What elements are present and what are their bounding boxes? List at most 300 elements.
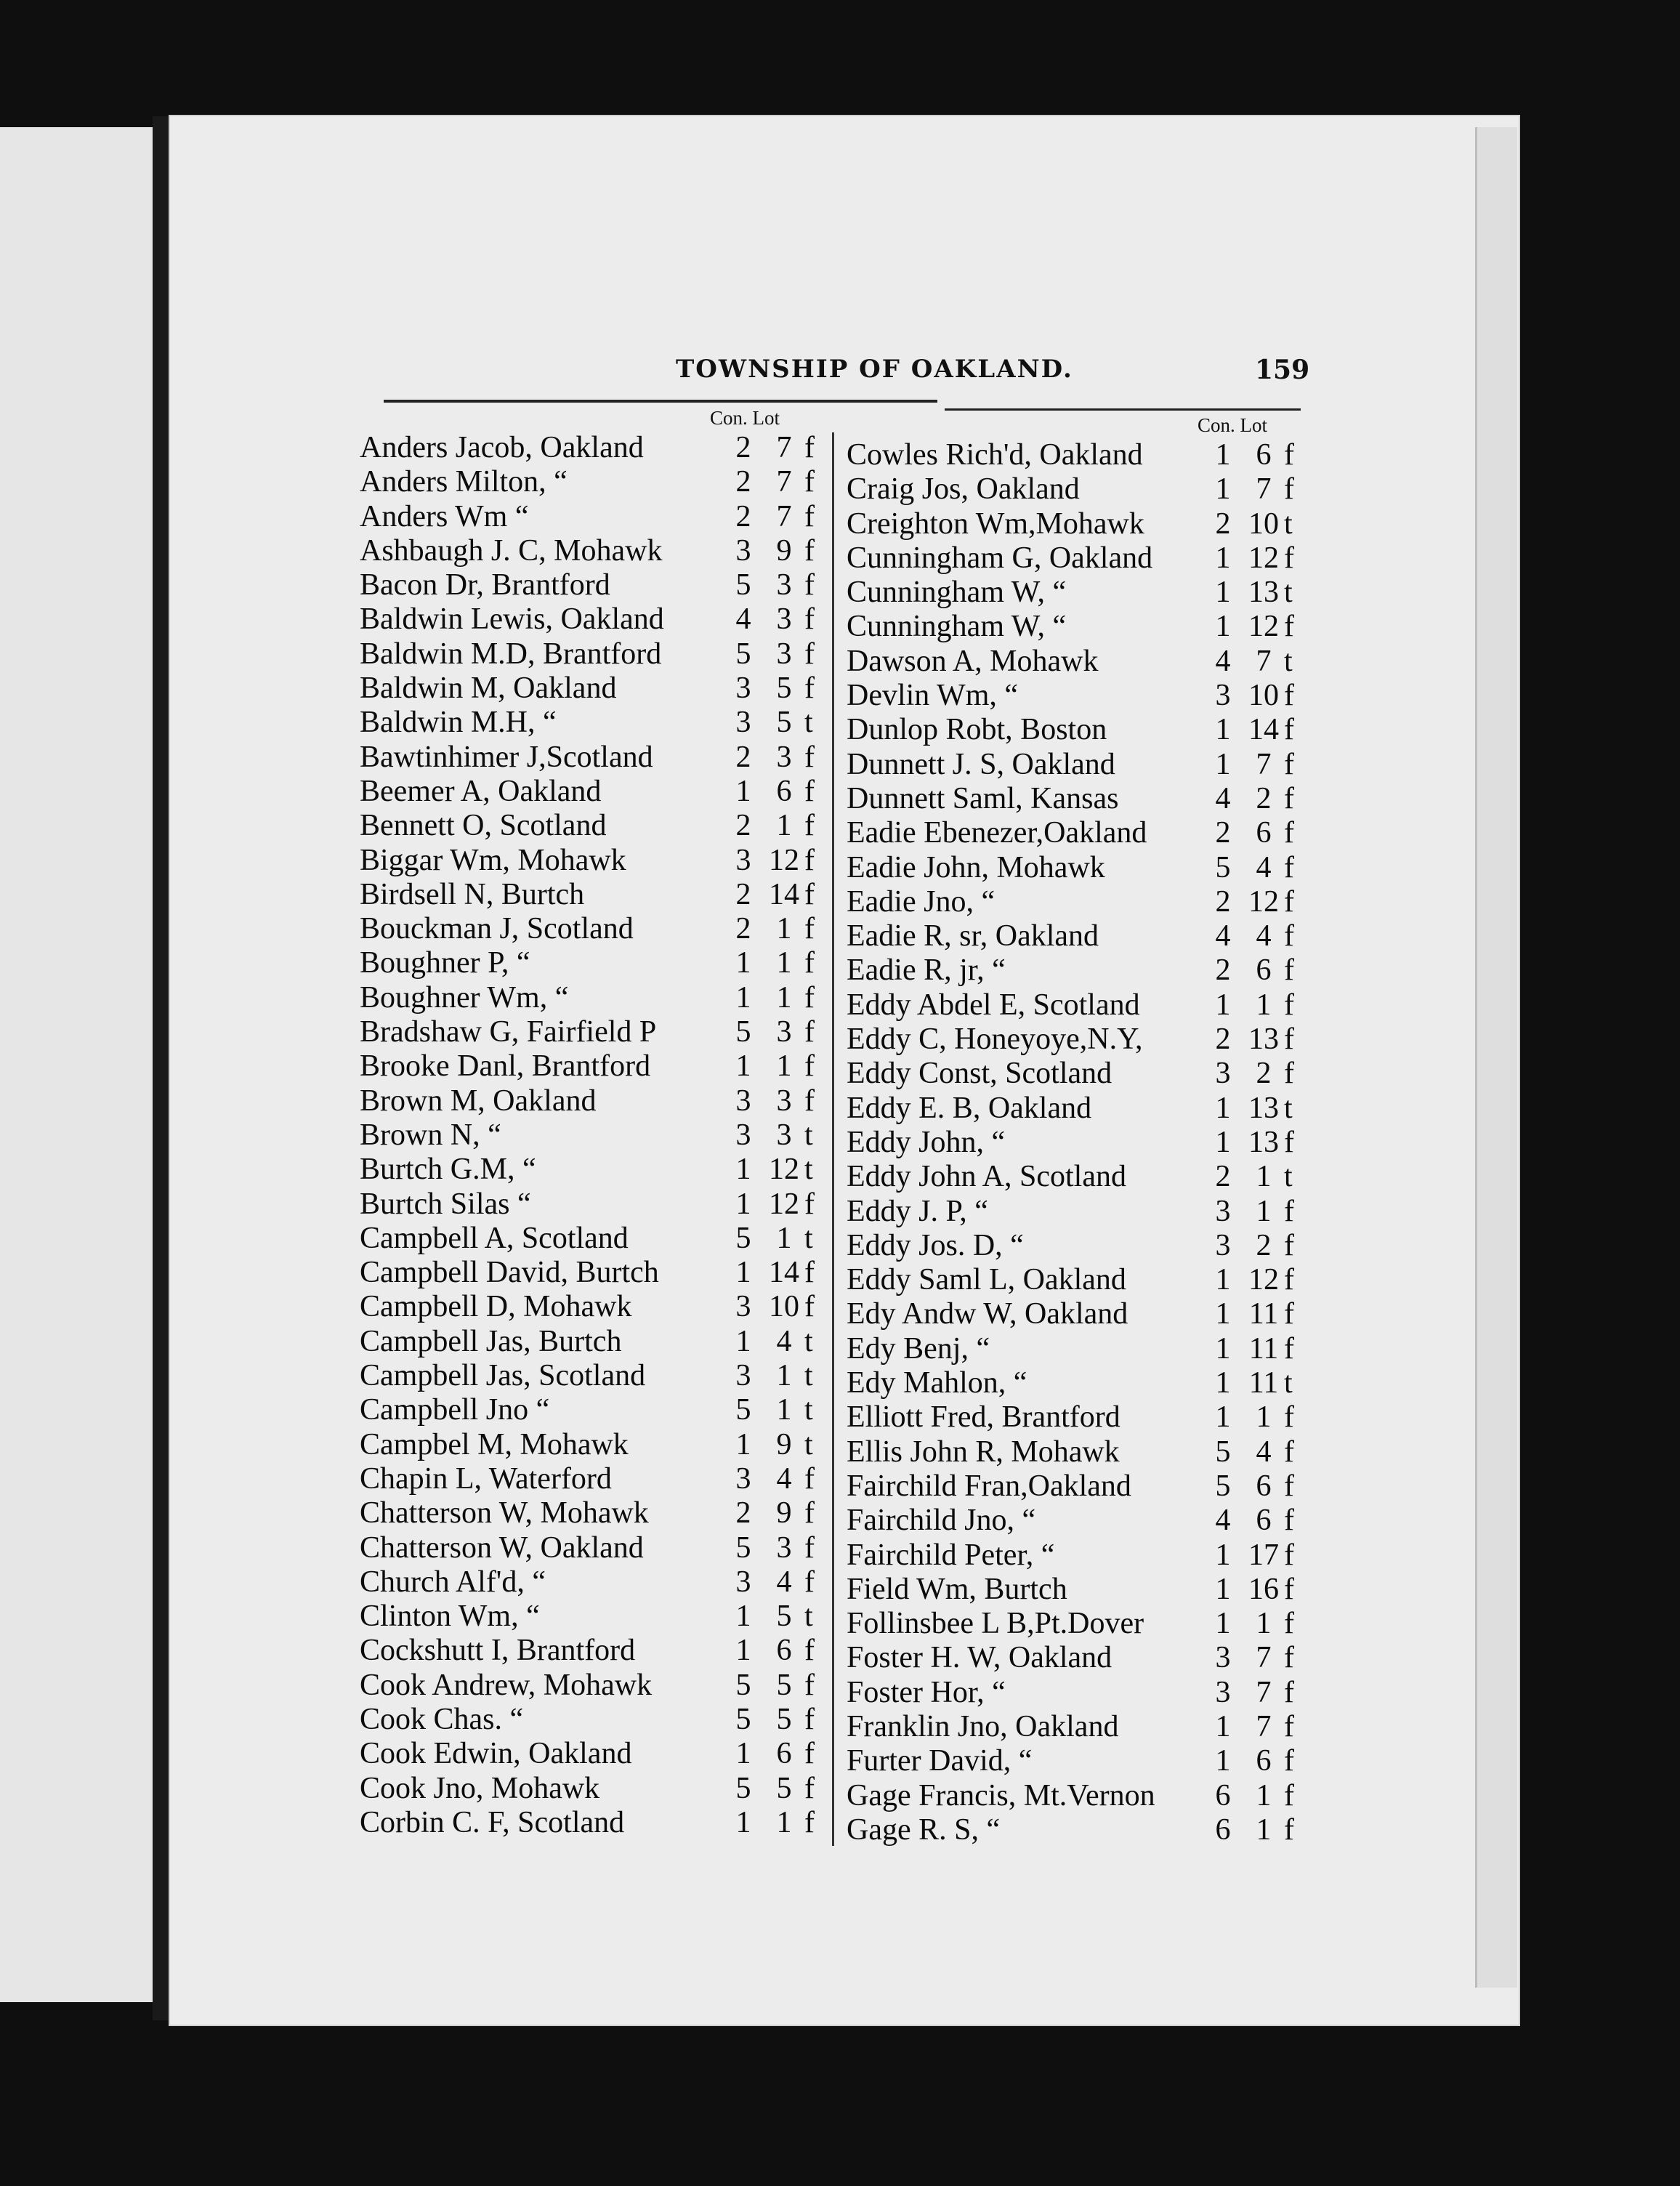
directory-entry <box>360 1325 825 1359</box>
entry-tenure: f <box>804 602 815 637</box>
entry-concession: 1 <box>735 1427 751 1461</box>
directory-entry <box>360 1222 825 1256</box>
entry-lot: 7 <box>1256 747 1272 781</box>
entry-tenure: f <box>1284 679 1294 713</box>
directory-entry <box>847 576 1304 610</box>
entry-lot: 4 <box>776 1565 792 1599</box>
entry-name: Eddy Abdel E, Scotland <box>847 988 1140 1022</box>
entry-name: Dunnett J. S, Oakland <box>847 747 1115 781</box>
entry-lot: 6 <box>1256 438 1272 472</box>
left-column-header: Con. Lot <box>710 407 780 429</box>
entry-concession: 5 <box>1215 1435 1231 1469</box>
entry-tenure: f <box>1284 1023 1294 1057</box>
entry-concession: 4 <box>1215 1504 1231 1538</box>
directory-entry <box>847 919 1304 953</box>
entry-tenure: f <box>804 1530 815 1565</box>
entry-name: Campbell Jno “ <box>360 1393 550 1427</box>
entry-name: Elliott Fred, Brantford <box>847 1400 1120 1435</box>
entry-tenure: f <box>1284 1435 1294 1469</box>
directory-entry <box>360 1015 825 1049</box>
entry-concession: 1 <box>735 980 751 1015</box>
entry-name: Eadie R, sr, Oakland <box>847 919 1099 953</box>
entry-lot: 3 <box>776 1015 792 1049</box>
entry-lot: 3 <box>776 740 792 774</box>
directory-entry <box>360 1669 825 1703</box>
entry-concession: 5 <box>1215 850 1231 884</box>
entry-lot: 1 <box>776 912 792 946</box>
directory-entry <box>360 809 825 843</box>
directory-entry <box>360 1153 825 1187</box>
entry-concession: 1 <box>735 1049 751 1084</box>
entry-tenure: t <box>1284 644 1293 678</box>
entry-concession: 1 <box>1215 713 1231 747</box>
entry-name: Baldwin M, Oakland <box>360 671 617 706</box>
directory-entry <box>847 1504 1304 1538</box>
entry-lot: 12 <box>1248 1263 1279 1297</box>
directory-entry <box>847 1744 1304 1778</box>
entry-name: Bouckman J, Scotland <box>360 912 634 946</box>
entry-tenure: f <box>804 980 815 1015</box>
entry-lot: 10 <box>1248 679 1279 713</box>
page-stack-edge <box>1475 127 1517 1988</box>
entry-concession: 5 <box>735 1771 751 1805</box>
entry-concession: 1 <box>1215 1744 1231 1778</box>
entry-name: Cook Chas. “ <box>360 1702 524 1736</box>
entry-tenure: f <box>1284 1057 1294 1091</box>
entry-tenure: f <box>1284 1675 1294 1709</box>
directory-entry <box>847 1779 1304 1813</box>
entry-name: Ellis John R, Mohawk <box>847 1435 1120 1469</box>
entry-lot: 14 <box>769 877 799 911</box>
entry-tenure: f <box>804 740 815 774</box>
entry-concession: 3 <box>735 1084 751 1118</box>
directory-entry <box>360 912 825 946</box>
entry-tenure: t <box>1284 576 1293 610</box>
entry-tenure: f <box>804 1187 815 1221</box>
entry-concession: 2 <box>1215 1023 1231 1057</box>
entry-concession: 1 <box>735 1737 751 1771</box>
directory-entry <box>847 1538 1304 1573</box>
entry-name: Gage Francis, Mt.Vernon <box>847 1778 1155 1812</box>
entry-lot: 13 <box>1248 1023 1279 1057</box>
entry-name: Campbell David, Burtch <box>360 1256 659 1290</box>
entry-tenure: f <box>804 1634 815 1668</box>
entry-lot: 12 <box>769 1153 799 1187</box>
entry-lot: 7 <box>776 465 792 499</box>
entry-tenure: f <box>1284 884 1294 919</box>
entry-lot: 1 <box>1256 1400 1272 1435</box>
directory-entry <box>847 1229 1304 1263</box>
entry-lot: 7 <box>1256 1675 1272 1709</box>
entry-tenure: f <box>1284 1297 1294 1331</box>
entry-lot: 6 <box>1256 816 1272 850</box>
entry-name: Campbell Jas, Burtch <box>360 1324 622 1358</box>
entry-name: Boughner Wm, “ <box>360 980 569 1015</box>
entry-name: Birdsell N, Burtch <box>360 877 585 911</box>
entry-concession: 5 <box>735 1530 751 1565</box>
directory-entry <box>847 988 1304 1023</box>
entry-concession: 1 <box>1215 1572 1231 1606</box>
entry-tenure: t <box>804 706 813 740</box>
directory-entry <box>847 679 1304 713</box>
entry-lot: 9 <box>776 1496 792 1530</box>
entry-concession: 1 <box>1215 1331 1231 1366</box>
entry-concession: 6 <box>1215 1778 1231 1812</box>
entry-lot: 4 <box>1256 1435 1272 1469</box>
entry-tenure: t <box>804 1393 813 1427</box>
directory-entry <box>847 472 1304 507</box>
entry-concession: 3 <box>1215 1641 1231 1675</box>
entry-lot: 6 <box>1256 953 1272 988</box>
entry-lot: 13 <box>1248 1091 1279 1125</box>
entry-lot: 2 <box>1256 1228 1272 1262</box>
directory-entry <box>360 1531 825 1565</box>
entry-name: Edy Benj, “ <box>847 1331 990 1366</box>
entry-concession: 1 <box>735 1153 751 1187</box>
directory-entry <box>360 946 825 980</box>
entry-concession: 5 <box>735 637 751 671</box>
directory-entry <box>360 1462 825 1496</box>
entry-lot: 3 <box>776 637 792 671</box>
entry-name: Chapin L, Waterford <box>360 1461 612 1496</box>
entry-concession: 1 <box>1215 576 1231 610</box>
directory-entry <box>847 713 1304 747</box>
entry-lot: 5 <box>776 1600 792 1634</box>
entry-name: Foster H. W, Oakland <box>847 1641 1112 1675</box>
directory-entry <box>360 981 825 1015</box>
entry-tenure: f <box>804 499 815 533</box>
entry-tenure: f <box>804 1084 815 1118</box>
entry-concession: 2 <box>1215 953 1231 988</box>
entry-lot: 12 <box>1248 610 1279 644</box>
entry-concession: 3 <box>1215 1057 1231 1091</box>
right-column <box>847 438 1304 1847</box>
directory-entry <box>360 741 825 775</box>
page-number: 159 <box>1255 355 1310 385</box>
entry-lot: 7 <box>1256 1709 1272 1743</box>
facing-page-edge <box>0 127 153 2002</box>
entry-name: Franklin Jno, Oakland <box>847 1709 1119 1743</box>
entry-name: Bennett O, Scotland <box>360 809 607 843</box>
entry-tenure: f <box>804 912 815 946</box>
directory-entry <box>847 541 1304 576</box>
entry-tenure: f <box>804 809 815 843</box>
entry-name: Cook Edwin, Oakland <box>360 1737 632 1771</box>
directory-entry <box>360 1772 825 1806</box>
entry-name: Dawson A, Mohawk <box>847 644 1099 678</box>
entry-tenure: f <box>1284 1331 1294 1366</box>
entry-concession: 2 <box>1215 884 1231 919</box>
entry-lot: 7 <box>776 499 792 533</box>
entry-tenure: f <box>1284 1125 1294 1159</box>
directory-entry <box>360 1600 825 1634</box>
directory-entry <box>360 431 825 465</box>
directory-entry <box>847 851 1304 885</box>
entry-tenure: t <box>1284 507 1293 541</box>
entry-tenure: f <box>804 1496 815 1530</box>
entry-name: Cunningham W, “ <box>847 610 1067 644</box>
entry-tenure: f <box>804 843 815 877</box>
entry-tenure: f <box>804 1461 815 1496</box>
entry-concession: 4 <box>1215 781 1231 815</box>
entry-name: Eddy John, “ <box>847 1125 1006 1159</box>
entry-lot: 9 <box>776 533 792 568</box>
entry-tenure: f <box>1284 713 1294 747</box>
entry-name: Campbel M, Mohawk <box>360 1427 629 1461</box>
entry-lot: 1 <box>776 946 792 980</box>
entry-lot: 6 <box>1256 1744 1272 1778</box>
entry-tenure: f <box>804 533 815 568</box>
entry-name: Ashbaugh J. C, Mohawk <box>360 533 663 568</box>
entry-name: Creighton Wm,Mohawk <box>847 507 1144 541</box>
directory-entry <box>847 1126 1304 1160</box>
header-rule-right <box>945 408 1301 411</box>
entry-lot: 1 <box>1256 1812 1272 1847</box>
entry-concession: 2 <box>735 499 751 533</box>
entry-tenure: t <box>804 1221 813 1255</box>
entry-concession: 3 <box>1215 1228 1231 1262</box>
entry-lot: 10 <box>769 1290 799 1324</box>
entry-name: Clinton Wm, “ <box>360 1600 540 1634</box>
entry-name: Craig Jos, Oakland <box>847 472 1080 507</box>
entry-lot: 1 <box>1256 988 1272 1022</box>
entry-name: Foster Hor, “ <box>847 1675 1006 1709</box>
entry-concession: 3 <box>735 1118 751 1152</box>
entry-lot: 5 <box>776 706 792 740</box>
entry-concession: 1 <box>1215 747 1231 781</box>
entry-concession: 2 <box>735 740 751 774</box>
entry-concession: 2 <box>735 877 751 911</box>
entry-tenure: f <box>804 1737 815 1771</box>
directory-entry <box>360 465 825 499</box>
entry-concession: 4 <box>1215 644 1231 678</box>
directory-entry <box>360 671 825 706</box>
entry-tenure: f <box>804 431 815 464</box>
directory-entry <box>847 1263 1304 1297</box>
entry-concession: 3 <box>1215 1675 1231 1709</box>
entry-lot: 17 <box>1248 1538 1279 1572</box>
entry-tenure: f <box>804 568 815 602</box>
entry-concession: 1 <box>1215 1366 1231 1400</box>
entry-name: Burtch G.M, “ <box>360 1153 536 1187</box>
entry-concession: 5 <box>735 1221 751 1255</box>
entry-lot: 6 <box>776 774 792 808</box>
column-divider <box>832 432 834 1846</box>
entry-name: Field Wm, Burtch <box>847 1572 1067 1606</box>
entry-name: Fairchild Peter, “ <box>847 1538 1055 1572</box>
entry-name: Cockshutt I, Brantford <box>360 1634 636 1668</box>
entry-concession: 5 <box>735 1015 751 1049</box>
entry-lot: 12 <box>1248 884 1279 919</box>
entry-tenure: f <box>1284 1709 1294 1743</box>
entry-tenure: f <box>1284 747 1294 781</box>
directory-entry <box>360 637 825 671</box>
entry-tenure: f <box>804 1015 815 1049</box>
entry-concession: 1 <box>1215 1263 1231 1297</box>
entry-name: Edy Andw W, Oakland <box>847 1297 1128 1331</box>
directory-entry <box>360 1496 825 1530</box>
entry-concession: 3 <box>1215 1194 1231 1228</box>
directory-entry <box>360 1118 825 1153</box>
directory-entry <box>360 1703 825 1737</box>
entry-lot: 6 <box>1256 1469 1272 1503</box>
entry-tenure: f <box>1284 1607 1294 1641</box>
entry-concession: 1 <box>735 1324 751 1358</box>
entry-tenure: f <box>804 1668 815 1702</box>
entry-tenure: f <box>804 671 815 706</box>
directory-entry <box>360 500 825 534</box>
directory-entry <box>847 1366 1304 1400</box>
entry-concession: 2 <box>735 809 751 843</box>
right-column-header: Con. Lot <box>1198 414 1268 436</box>
entry-name: Anders Milton, “ <box>360 465 568 499</box>
directory-entry <box>360 1187 825 1222</box>
entry-concession: 1 <box>735 1600 751 1634</box>
directory-entry <box>360 568 825 602</box>
directory-entry <box>360 1737 825 1771</box>
directory-entry <box>360 602 825 637</box>
entry-concession: 3 <box>735 1461 751 1496</box>
directory-entry <box>360 1428 825 1462</box>
entry-tenure: t <box>804 1153 813 1187</box>
entry-lot: 2 <box>1256 781 1272 815</box>
directory-entry <box>360 1049 825 1084</box>
directory-entry <box>847 953 1304 988</box>
directory-entry <box>847 438 1304 472</box>
entry-tenure: f <box>1284 472 1294 507</box>
entry-lot: 12 <box>769 843 799 877</box>
entry-lot: 13 <box>1248 576 1279 610</box>
entry-name: Eddy Saml L, Oakland <box>847 1263 1126 1297</box>
entry-concession: 3 <box>735 1359 751 1393</box>
entry-name: Chatterson W, Mohawk <box>360 1496 649 1530</box>
entry-name: Gage R. S, “ <box>847 1812 1001 1847</box>
entry-concession: 2 <box>735 431 751 464</box>
entry-lot: 4 <box>1256 850 1272 884</box>
entry-name: Cunningham G, Oakland <box>847 541 1153 575</box>
entry-concession: 3 <box>1215 679 1231 713</box>
directory-entry <box>847 748 1304 782</box>
entry-name: Campbell Jas, Scotland <box>360 1359 646 1393</box>
entry-lot: 1 <box>776 1805 792 1839</box>
entry-lot: 11 <box>1248 1366 1279 1400</box>
entry-name: Baldwin M.H, “ <box>360 706 557 740</box>
entry-concession: 1 <box>1215 438 1231 472</box>
entry-lot: 1 <box>776 1221 792 1255</box>
entry-lot: 5 <box>776 1702 792 1736</box>
entry-concession: 3 <box>735 1565 751 1599</box>
entry-lot: 4 <box>776 1324 792 1358</box>
entry-concession: 5 <box>735 1702 751 1736</box>
entry-lot: 6 <box>1256 1504 1272 1538</box>
entry-lot: 4 <box>776 1461 792 1496</box>
entry-tenure: f <box>804 1290 815 1324</box>
entry-name: Church Alf'd, “ <box>360 1565 546 1599</box>
entry-tenure: t <box>804 1118 813 1152</box>
entry-name: Cook Jno, Mohawk <box>360 1771 600 1805</box>
entry-tenure: f <box>804 465 815 499</box>
entry-lot: 1 <box>1256 1160 1272 1194</box>
entry-tenure: f <box>1284 1469 1294 1503</box>
entry-lot: 12 <box>769 1187 799 1221</box>
directory-entry <box>847 1023 1304 1057</box>
directory-entry <box>360 775 825 809</box>
entry-concession: 1 <box>735 1187 751 1221</box>
entry-concession: 1 <box>1215 472 1231 507</box>
entry-lot: 16 <box>1248 1572 1279 1606</box>
entry-name: Corbin C. F, Scotland <box>360 1805 625 1839</box>
entry-tenure: f <box>804 1049 815 1084</box>
entry-tenure: f <box>1284 1263 1294 1297</box>
entry-lot: 14 <box>1248 713 1279 747</box>
entry-lot: 3 <box>776 568 792 602</box>
entry-concession: 1 <box>1215 1607 1231 1641</box>
entry-lot: 11 <box>1248 1297 1279 1331</box>
directory-entry <box>847 1813 1304 1847</box>
entry-lot: 1 <box>1256 1607 1272 1641</box>
entry-tenure: t <box>1284 1091 1293 1125</box>
entry-tenure: t <box>804 1600 813 1634</box>
entry-lot: 14 <box>769 1256 799 1290</box>
entry-lot: 7 <box>776 431 792 464</box>
entry-lot: 3 <box>776 1118 792 1152</box>
entry-name: Fairchild Fran,Oakland <box>847 1469 1131 1503</box>
entry-concession: 4 <box>735 602 751 637</box>
entry-concession: 2 <box>1215 1160 1231 1194</box>
entry-lot: 2 <box>1256 1057 1272 1091</box>
entry-name: Beemer A, Oakland <box>360 774 602 808</box>
entry-tenure: f <box>1284 781 1294 815</box>
entry-concession: 1 <box>735 1634 751 1668</box>
directory-entry <box>847 1092 1304 1126</box>
entry-name: Bacon Dr, Brantford <box>360 568 610 602</box>
entry-lot: 1 <box>776 1359 792 1393</box>
entry-concession: 1 <box>1215 1091 1231 1125</box>
entry-concession: 3 <box>735 671 751 706</box>
entry-name: Eddy C, Honeyoye,N.Y, <box>847 1023 1143 1057</box>
entry-tenure: f <box>1284 953 1294 988</box>
directory-entry <box>847 1435 1304 1469</box>
directory-entry <box>360 1565 825 1600</box>
entry-name: Eddy J. P, “ <box>847 1194 988 1228</box>
entry-tenure: f <box>1284 919 1294 953</box>
entry-concession: 3 <box>735 1290 751 1324</box>
directory-entry <box>847 1710 1304 1744</box>
directory-entry <box>847 1607 1304 1641</box>
entry-lot: 12 <box>1248 541 1279 575</box>
entry-tenure: f <box>1284 1538 1294 1572</box>
entry-tenure: f <box>1284 850 1294 884</box>
directory-entry <box>360 1359 825 1393</box>
entry-name: Chatterson W, Oakland <box>360 1530 644 1565</box>
entry-tenure: f <box>1284 1744 1294 1778</box>
entry-concession: 3 <box>735 533 751 568</box>
entry-name: Brown M, Oakland <box>360 1084 597 1118</box>
entry-lot: 7 <box>1256 472 1272 507</box>
directory-entry <box>847 1160 1304 1194</box>
directory-entry <box>360 1806 825 1840</box>
entry-lot: 6 <box>776 1634 792 1668</box>
entry-name: Eddy Jos. D, “ <box>847 1228 1024 1262</box>
entry-name: Anders Jacob, Oakland <box>360 431 644 464</box>
entry-lot: 1 <box>776 1393 792 1427</box>
entry-concession: 5 <box>735 1393 751 1427</box>
entry-tenure: f <box>1284 438 1294 472</box>
entry-concession: 1 <box>1215 1709 1231 1743</box>
entry-concession: 1 <box>1215 1125 1231 1159</box>
entry-concession: 5 <box>735 568 751 602</box>
entry-tenure: f <box>1284 610 1294 644</box>
